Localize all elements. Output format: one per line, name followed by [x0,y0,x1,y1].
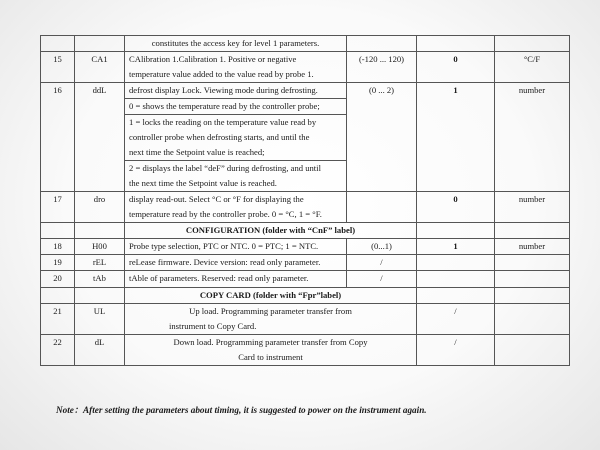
table-row [41,334,570,365]
param-description: Probe type selection, PTC or NTC. 0 = PTC; 1 = NTC. [125,239,347,255]
param-number: 17 [41,192,75,223]
param-default: / [417,303,495,334]
param-range: (0 ... 2) [347,83,417,192]
param-range: (-120 ... 120) [347,52,417,83]
param-number: 18 [41,239,75,255]
table-row [41,303,570,334]
param-description: CAlibration 1.Calibration 1. Positive or negative temperature value added to the value read by probe 1. [125,52,347,83]
param-default: 1 [417,83,495,192]
footer-note: Note：After setting the parameters about timing, it is suggested to power on the instrument again. [56,405,427,415]
configuration-header: CONFIGURATION (folder with “CnF” label) [125,223,417,239]
param-description: Up load. Programming parameter transfer from instrument to Copy Card. [125,303,417,334]
param-default: / [417,334,495,365]
parameters-table [40,35,570,366]
param-unit: °C/F [495,52,570,83]
table-row [41,255,570,271]
param-unit: number [495,239,570,255]
param-range: / [347,255,417,271]
param-unit: number [495,83,570,192]
param-unit: number [495,192,570,223]
param-code: rEL [75,255,125,271]
param-number: 19 [41,255,75,271]
table-row [41,36,570,52]
table-row [41,192,570,223]
param-number: 22 [41,334,75,365]
param-code: ddL [75,83,125,192]
param-default: 0 [417,52,495,83]
copy-card-header: COPY CARD (folder with “Fpr”label) [125,287,417,303]
param-description: constitutes the access key for level 1 parameters. [125,36,347,52]
table-row [41,271,570,287]
param-range: / [347,271,417,287]
table-row [41,52,570,83]
param-number: 16 [41,83,75,192]
param-code: tAb [75,271,125,287]
param-number: 21 [41,303,75,334]
param-description: display read-out. Select °C or °F for displaying the temperature read by the controller probe. 0 = °C, 1 = °F. [125,192,347,223]
param-default: 0 [417,192,495,223]
param-code: dro [75,192,125,223]
param-code: dL [75,334,125,365]
section-header-row [41,223,570,239]
param-code: H00 [75,239,125,255]
param-number: 15 [41,52,75,83]
param-number: 20 [41,271,75,287]
section-header-row [41,287,570,303]
param-description: reLease firmware. Device version: read only parameter. [125,255,347,271]
param-description: defrost display Lock. Viewing mode during defrosting. 0 = shows the temperature read by the controller probe; 1 = locks the reading on the temperature value read by controller probe when defrosting starts, and until the next time the Setpoint value is reached; 2 = displays the label “deF” during defrosting, and until the next time the Setpoint value is reached. [125,83,347,192]
param-description: tAble of parameters. Reserved: read only parameter. [125,271,347,287]
param-default: 1 [417,239,495,255]
param-code: CA1 [75,52,125,83]
table-row [41,239,570,255]
table-row [41,83,570,192]
param-description: Down load. Programming parameter transfer from Copy Card to instrument [125,334,417,365]
param-range: (0...1) [347,239,417,255]
param-code: UL [75,303,125,334]
